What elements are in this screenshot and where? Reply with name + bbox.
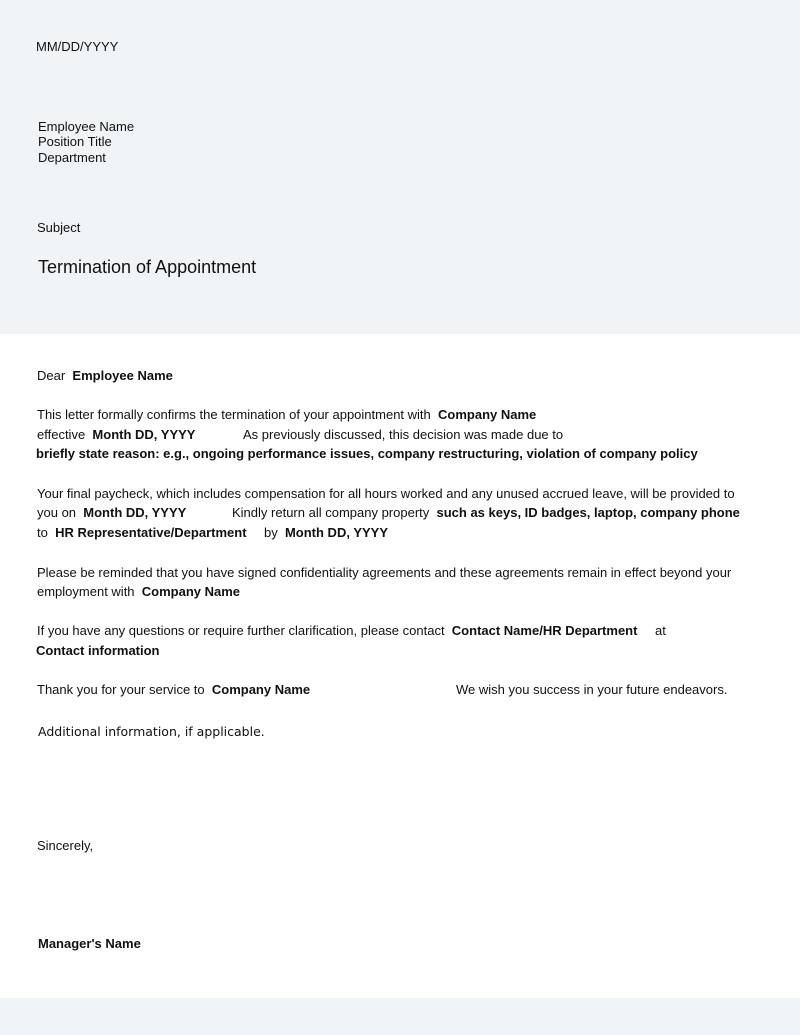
p2-text: to (37, 525, 48, 540)
p2-line2b (232, 505, 740, 521)
paycheck-date: Month DD, YYYY (83, 505, 187, 520)
p2-line3b (264, 525, 388, 541)
recipient-name: Employee Name (38, 119, 135, 134)
contact-information: Contact information (36, 643, 160, 658)
salutation-text: Dear (37, 368, 66, 383)
p5-line1 (37, 682, 310, 698)
effective-date: Month DD, YYYY (92, 427, 196, 442)
p2-text: you on (37, 505, 77, 520)
header-section (0, 0, 800, 334)
property-items: such as keys, ID badges, laptop, company phone (436, 505, 740, 520)
p2-text: Your final paycheck, which includes compensation for all hours worked and any unused accrued leave, will be provided to (37, 486, 735, 501)
footer-band (0, 998, 800, 1035)
termination-reason: briefly state reason: e.g., ongoing performance issues, company restructuring, violation of company policy (36, 446, 698, 461)
salutation-name: Employee Name (72, 368, 173, 383)
p3-text: Please be reminded that you have signed confidentiality agreements and these agreements remain in effect beyond your (37, 565, 732, 580)
p1-text: As previously discussed, this decision was made due to (243, 427, 564, 442)
company-name: Company Name (438, 407, 537, 422)
company-name: Company Name (211, 682, 311, 697)
return-date: Month DD, YYYY (284, 525, 389, 540)
p4-text: at (655, 623, 666, 638)
salutation (37, 368, 173, 384)
p2-text: Kindly return all company property (232, 505, 430, 520)
contact-name: Contact Name/HR Department (451, 623, 638, 638)
recipient-department: Department (38, 150, 106, 165)
manager-name: Manager's Name (38, 936, 141, 951)
recipient-position: Position Title (38, 134, 112, 149)
subject-label: Subject (37, 220, 81, 235)
p1-line2 (37, 427, 195, 443)
p2-line3 (37, 525, 247, 541)
date: MM/DD/YYYY (36, 39, 119, 54)
closing: Sincerely, (37, 838, 94, 853)
p3-text: employment with (37, 584, 135, 599)
p5-text: Thank you for your service to (37, 682, 205, 697)
hr-representative: HR Representative/Department (55, 525, 247, 540)
company-name: Company Name (141, 584, 241, 599)
p2-text: by (264, 525, 278, 540)
p3-line2 (37, 584, 240, 600)
p1-text: This letter formally confirms the termination of your appointment with (37, 407, 431, 422)
p5-text: We wish you success in your future endeavors. (456, 682, 728, 697)
additional-information: Additional information, if applicable. (38, 724, 265, 739)
p1-text: effective (37, 427, 86, 442)
p4-text: If you have any questions or require further clarification, please contact (37, 623, 445, 638)
p2-line2 (37, 505, 186, 521)
p4-line1 (37, 623, 637, 639)
subject-title: Termination of Appointment (38, 257, 257, 277)
p1-line1 (37, 407, 536, 423)
